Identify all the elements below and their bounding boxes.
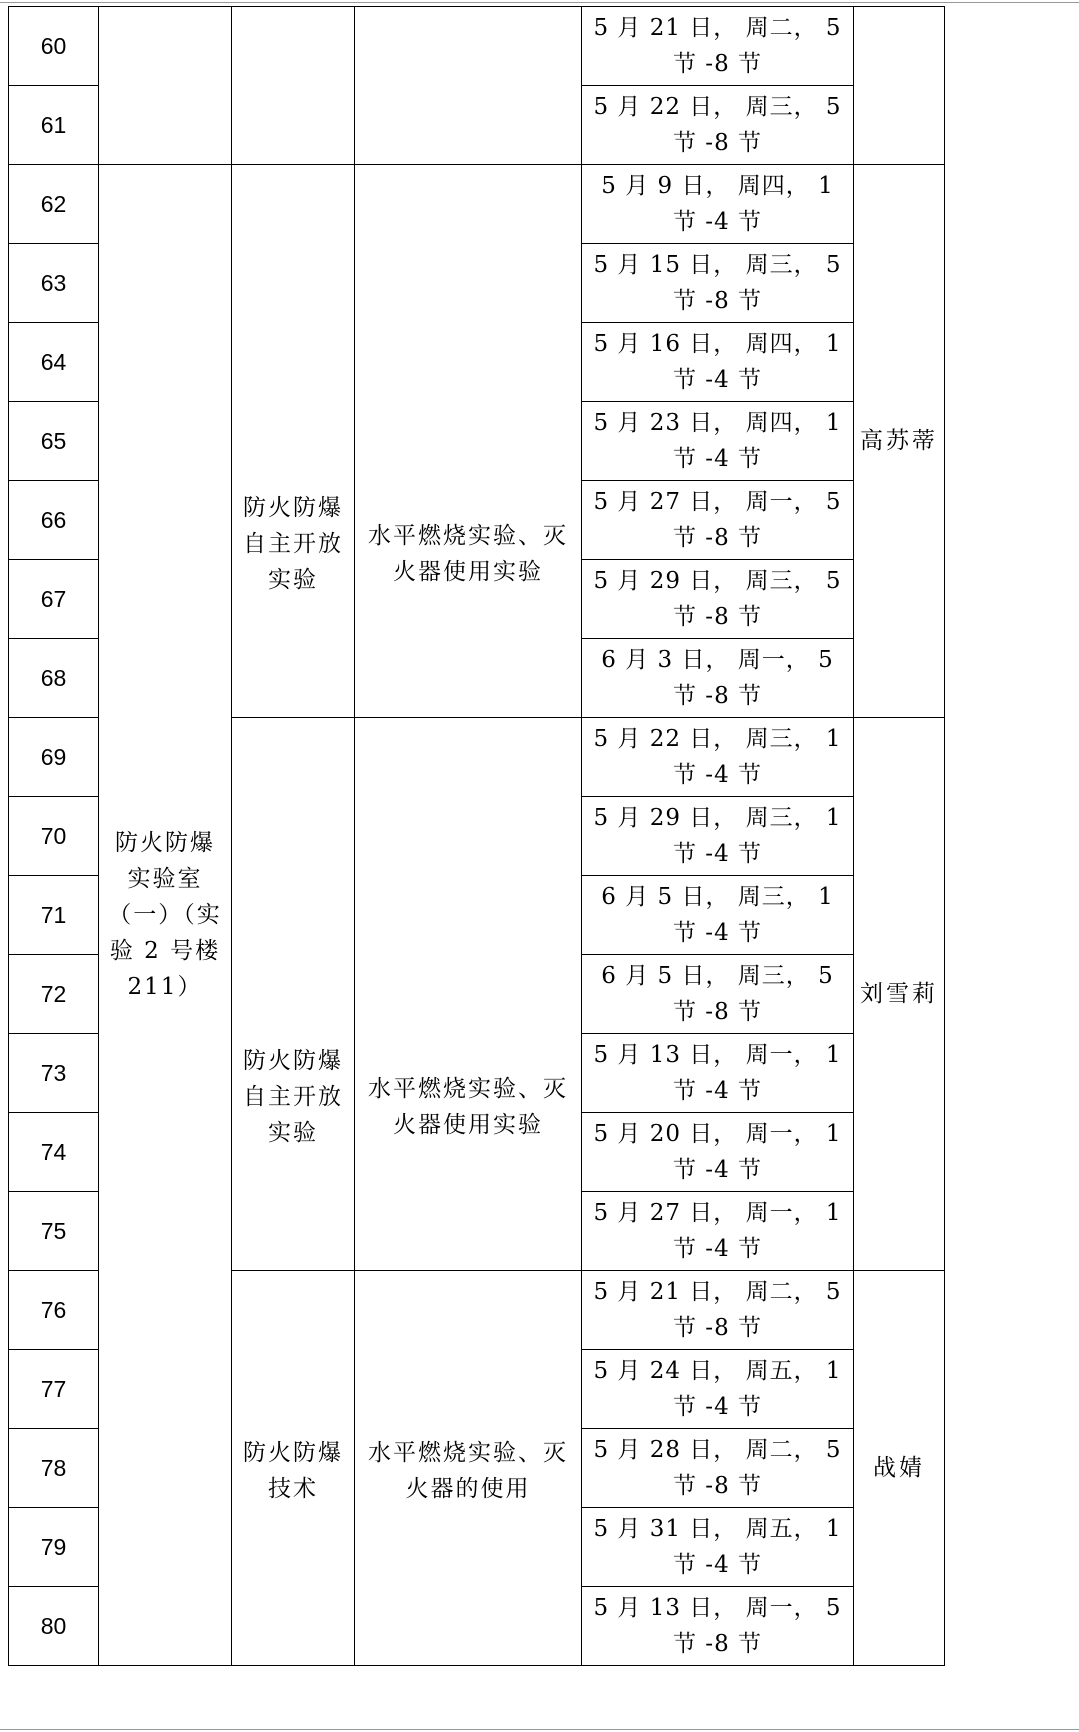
schedule-date: 5 月 9 日， 周四， 1 节 -4 节 <box>582 165 854 244</box>
row-number: 65 <box>9 402 99 481</box>
schedule-date: 5 月 20 日， 周一， 1 节 -4 节 <box>582 1113 854 1192</box>
row-number: 77 <box>9 1350 99 1429</box>
schedule-date: 5 月 31 日， 周五， 1 节 -4 节 <box>582 1508 854 1587</box>
schedule-date: 5 月 24 日， 周五， 1 节 -4 节 <box>582 1350 854 1429</box>
row-number: 71 <box>9 876 99 955</box>
schedule-date: 5 月 22 日， 周三， 1 节 -4 节 <box>582 718 854 797</box>
row-number: 70 <box>9 797 99 876</box>
row-number: 76 <box>9 1271 99 1350</box>
schedule-date: 5 月 29 日， 周三， 1 节 -4 节 <box>582 797 854 876</box>
experiment-content: 水平燃烧实验、灭火器使用实验 <box>355 165 582 718</box>
schedule-date: 5 月 23 日， 周四， 1 节 -4 节 <box>582 402 854 481</box>
course-name: 防火防爆自主开放实验 <box>232 718 355 1271</box>
row-number: 62 <box>9 165 99 244</box>
schedule-date: 5 月 15 日， 周三， 5 节 -8 节 <box>582 244 854 323</box>
top-border-line <box>0 2 1079 3</box>
row-number: 74 <box>9 1113 99 1192</box>
schedule-table <box>8 6 945 1666</box>
row-number: 60 <box>9 7 99 86</box>
schedule-date: 5 月 21 日， 周二， 5 节 -8 节 <box>582 1271 854 1350</box>
content-cell-empty <box>355 7 582 165</box>
row-number: 64 <box>9 323 99 402</box>
course-name: 防火防爆技术 <box>232 1271 355 1666</box>
schedule-date: 5 月 29 日， 周三， 5 节 -8 节 <box>582 560 854 639</box>
teacher-name: 战婧 <box>854 1271 945 1666</box>
table-row <box>9 7 945 86</box>
schedule-date: 6 月 3 日， 周一， 5 节 -8 节 <box>582 639 854 718</box>
row-number: 61 <box>9 86 99 165</box>
bottom-border-line <box>0 1729 1079 1730</box>
row-number: 66 <box>9 481 99 560</box>
schedule-date: 6 月 5 日， 周三， 5 节 -8 节 <box>582 955 854 1034</box>
lab-room: 防火防爆实验室（一）（实验 2 号楼 211） <box>99 165 232 1666</box>
row-number: 73 <box>9 1034 99 1113</box>
schedule-date: 5 月 13 日， 周一， 5 节 -8 节 <box>582 1587 854 1666</box>
table-row <box>9 165 945 244</box>
schedule-date: 5 月 16 日， 周四， 1 节 -4 节 <box>582 323 854 402</box>
course-name: 防火防爆自主开放实验 <box>232 165 355 718</box>
row-number: 63 <box>9 244 99 323</box>
schedule-date: 5 月 27 日， 周一， 1 节 -4 节 <box>582 1192 854 1271</box>
schedule-date: 5 月 13 日， 周一， 1 节 -4 节 <box>582 1034 854 1113</box>
schedule-date: 6 月 5 日， 周三， 1 节 -4 节 <box>582 876 854 955</box>
schedule-date: 5 月 21 日， 周二， 5 节 -8 节 <box>582 7 854 86</box>
row-number: 69 <box>9 718 99 797</box>
row-number: 72 <box>9 955 99 1034</box>
schedule-date: 5 月 27 日， 周一， 5 节 -8 节 <box>582 481 854 560</box>
experiment-content: 水平燃烧实验、灭火器的使用 <box>355 1271 582 1666</box>
course-cell-empty <box>232 7 355 165</box>
schedule-date: 5 月 28 日， 周二， 5 节 -8 节 <box>582 1429 854 1508</box>
teacher-name: 刘雪莉 <box>854 718 945 1271</box>
schedule-date: 5 月 22 日， 周三， 5 节 -8 节 <box>582 86 854 165</box>
room-cell-empty <box>99 7 232 165</box>
experiment-content: 水平燃烧实验、灭火器使用实验 <box>355 718 582 1271</box>
row-number: 68 <box>9 639 99 718</box>
teacher-cell-empty <box>854 7 945 165</box>
row-number: 79 <box>9 1508 99 1587</box>
row-number: 67 <box>9 560 99 639</box>
row-number: 78 <box>9 1429 99 1508</box>
row-number: 75 <box>9 1192 99 1271</box>
row-number: 80 <box>9 1587 99 1666</box>
teacher-name: 高苏蒂 <box>854 165 945 718</box>
